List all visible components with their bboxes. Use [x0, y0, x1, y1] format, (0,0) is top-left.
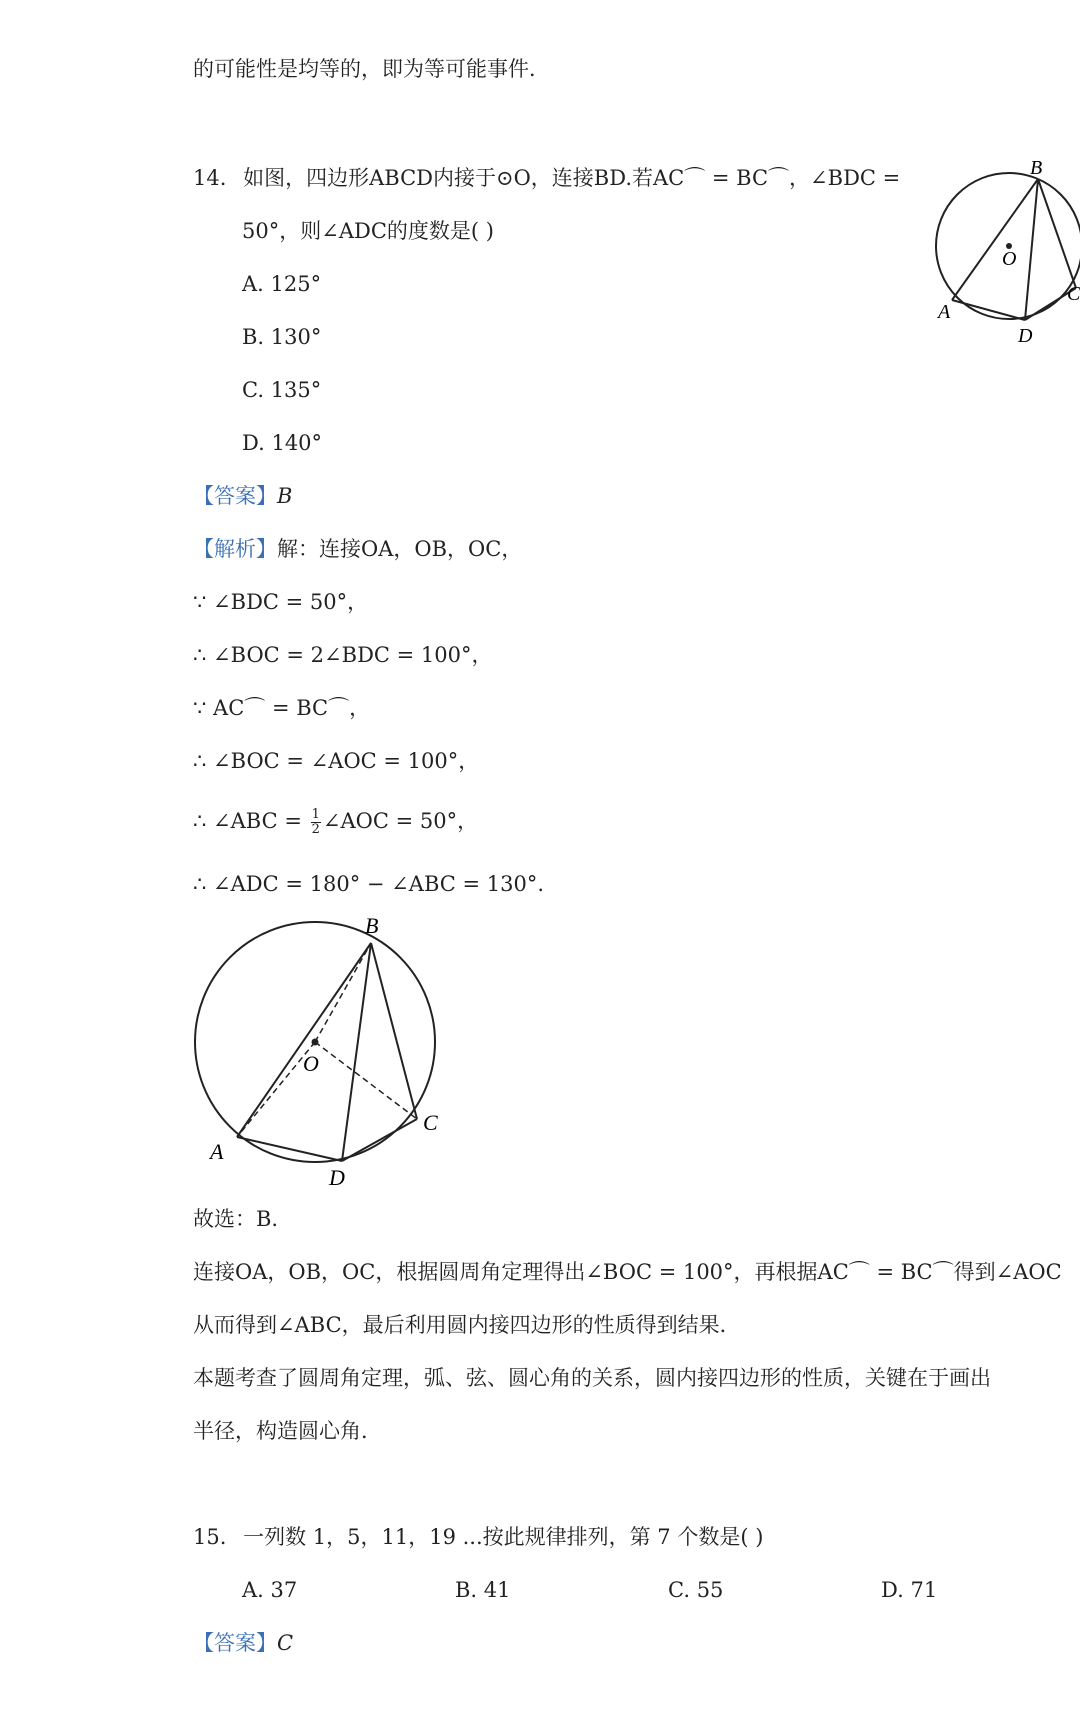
- step-2: ∴ ∠BOC = 2∠BDC = 100°，: [193, 643, 493, 667]
- small-label-c: C: [1067, 283, 1080, 305]
- q14-stem-text: 如图，四边形ABCD内接于⊙O，连接BD.若AC⌒ = BC⌒，∠BDC =: [243, 166, 901, 190]
- intro-text: 的可能性是均等的，即为等可能事件．: [193, 57, 550, 81]
- q15-option-d: D. 71: [881, 1578, 938, 1602]
- step-6: ∴ ∠ADC = 180° − ∠ABC = 130°.: [193, 872, 545, 896]
- comment-line4: 半径，构造圆心角．: [193, 1419, 382, 1443]
- q14-option-c: C. 135°: [242, 378, 322, 402]
- step-4: ∴ ∠BOC = ∠AOC = 100°，: [193, 749, 480, 773]
- fraction-half: $\frac{1}{2}$: [311, 807, 320, 837]
- q14-option-d: D. 140°: [242, 431, 323, 455]
- q15-option-a: A. 37: [242, 1578, 298, 1602]
- step-3: ∵ AC⌒ = BC⌒，: [193, 696, 371, 720]
- q15-answer-value: C: [277, 1631, 294, 1655]
- q15-stem: [193, 1522, 763, 1552]
- small-label-d: D: [1018, 325, 1033, 347]
- q15-answer: [193, 1628, 293, 1658]
- q15-answer-tag: 【答案】: [193, 1631, 277, 1655]
- q14-stem-line1: [193, 163, 900, 193]
- q14-figure-large: [185, 905, 445, 1190]
- large-label-b: B: [365, 913, 379, 938]
- step-5: ∴ ∠ABC = $\frac{1}{2}$ ∠AOC = 50°，: [193, 807, 479, 837]
- analysis-tag: 【解析】: [193, 537, 277, 561]
- answer-value: B: [277, 484, 293, 508]
- answer-tag: 【答案】: [193, 484, 277, 508]
- comment-line1: 连接OA，OB，OC，根据圆周角定理得出∠BOC = 100°，再根据AC⌒ = BC⌒得到∠AOC: [193, 1260, 1062, 1284]
- small-label-b: B: [1030, 157, 1043, 179]
- large-label-a: A: [210, 1139, 224, 1164]
- comment-line2: 从而得到∠ABC，最后利用圆内接四边形的性质得到结果．: [193, 1313, 741, 1337]
- q14-option-a: A. 125°: [242, 272, 322, 296]
- step-1: ∵ ∠BDC = 50°，: [193, 590, 369, 614]
- q14-stem-line2: 50°，则∠ADC的度数是( ): [242, 219, 494, 243]
- q15-option-b: B. 41: [455, 1578, 511, 1602]
- large-label-c: C: [423, 1110, 438, 1135]
- large-label-o: O: [303, 1051, 319, 1076]
- conclusion: 故选：B.: [193, 1207, 279, 1231]
- q15-stem-text: 一列数 1，5，11，19 ...按此规律排列，第 7 个数是( ): [243, 1525, 764, 1549]
- q14-option-b: B. 130°: [242, 325, 322, 349]
- q14-figure-small: [930, 157, 1080, 350]
- analysis-first: 解：连接OA，OB，OC，: [277, 537, 523, 561]
- small-label-o: O: [1002, 248, 1017, 270]
- comment-line3: 本题考查了圆周角定理，弧、弦、圆心角的关系，圆内接四边形的性质，关键在于画出: [193, 1366, 991, 1390]
- large-label-d: D: [329, 1165, 345, 1190]
- q15-option-c: C. 55: [668, 1578, 724, 1602]
- q15-number: 15.: [193, 1525, 227, 1549]
- q14-answer: [193, 481, 292, 511]
- q14-number: 14.: [193, 166, 227, 190]
- small-label-a: A: [938, 301, 951, 323]
- q14-analysis: [193, 534, 522, 564]
